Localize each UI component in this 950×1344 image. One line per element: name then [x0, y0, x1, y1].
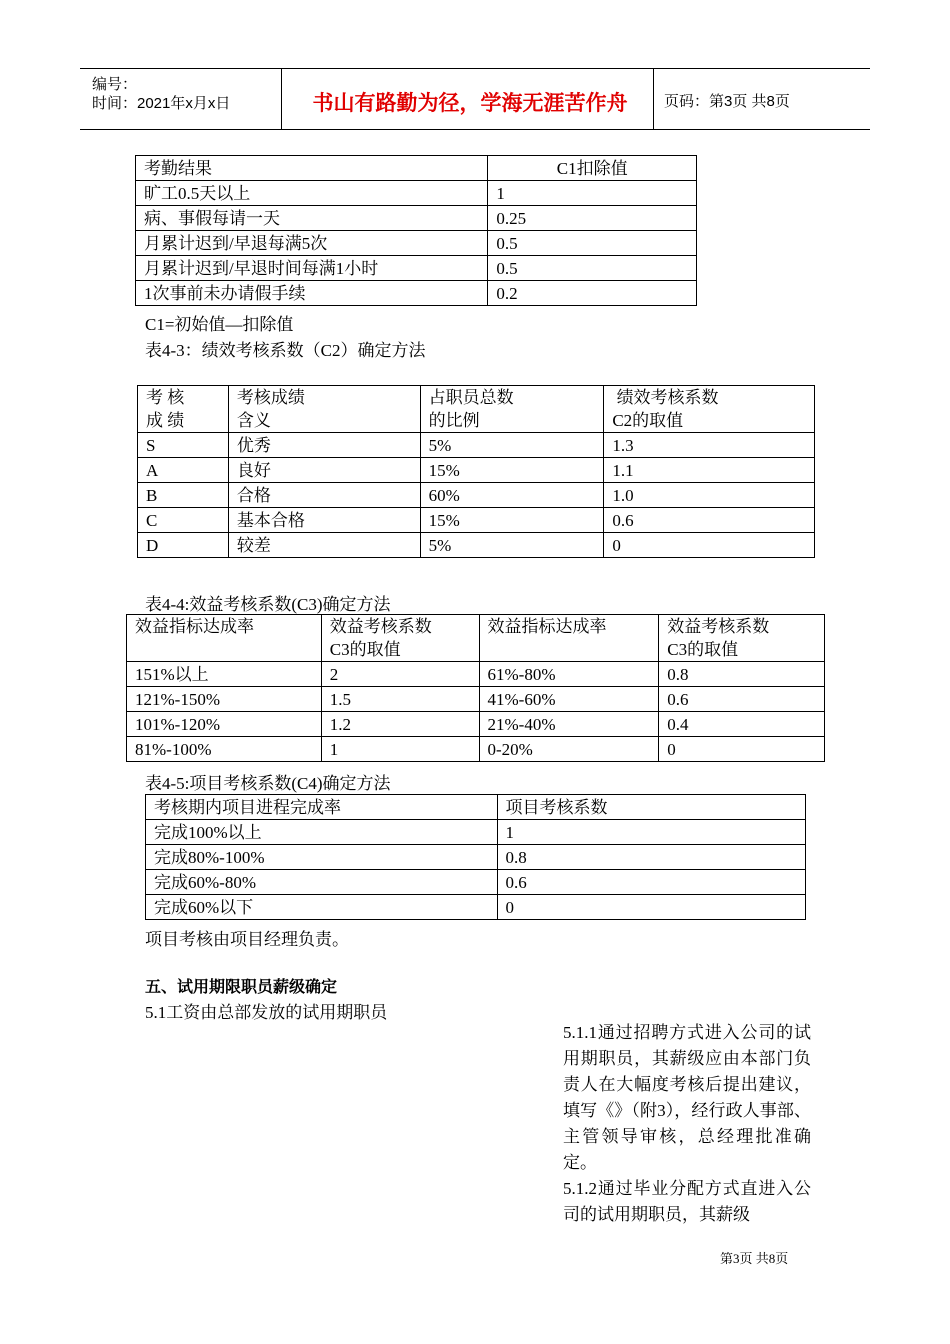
- table-cell: 0.8: [497, 845, 806, 870]
- table-cell: 0.6: [659, 687, 825, 712]
- table-cell: 优秀: [228, 433, 420, 458]
- table-row: [138, 533, 815, 558]
- table-header-cell: 绩效考核系数 C2的取值: [604, 386, 815, 433]
- section-5-title: 五、试用期限职员薪级确定: [145, 979, 338, 996]
- table-cell: 月累计迟到/早退时间每满1小时: [136, 256, 488, 281]
- table-cell: 5%: [420, 533, 604, 558]
- table-header-cell: 占职员总数 的比例: [420, 386, 604, 433]
- table-row: [136, 256, 697, 281]
- table-cell: B: [138, 483, 229, 508]
- table-row: [136, 206, 697, 231]
- table-c2: [137, 385, 815, 558]
- table-cell: 15%: [420, 508, 604, 533]
- table-c1: [135, 155, 697, 306]
- table-header-cell: 项目考核系数: [497, 795, 806, 820]
- table-cell: 60%: [420, 483, 604, 508]
- table-row: [136, 231, 697, 256]
- header-motto: 书山有路勤为径，学海无涯苦作舟: [312, 92, 628, 115]
- table-cell: 0: [604, 533, 815, 558]
- table-cell: 2: [321, 662, 479, 687]
- table-c4: [145, 794, 806, 920]
- table-cell: 病、事假每请一天: [136, 206, 488, 231]
- page-header: [80, 68, 870, 130]
- table-header-cell: 考 核 成 绩: [138, 386, 229, 433]
- table-header-row: [146, 795, 806, 820]
- table-cell: 81%-100%: [127, 737, 322, 762]
- table-header-row: [127, 615, 825, 662]
- table-cell: 0.6: [604, 508, 815, 533]
- table-row: [146, 870, 806, 895]
- table-row: [136, 181, 697, 206]
- table-row: [138, 508, 815, 533]
- table-header-row: [138, 386, 815, 433]
- header-meta: [92, 75, 230, 113]
- section-5-1: 5.1工资由总部发放的试用期职员: [145, 1003, 388, 1022]
- header-page-info: 页码：第3页 共8页: [664, 93, 790, 110]
- table-cell: 5%: [420, 433, 604, 458]
- table-cell: 0.2: [488, 281, 697, 306]
- table-cell: 较差: [228, 533, 420, 558]
- table-cell: 0.8: [659, 662, 825, 687]
- table-row: [136, 281, 697, 306]
- table-cell: 0.6: [497, 870, 806, 895]
- table-row: [127, 712, 825, 737]
- header-divider: [281, 69, 282, 129]
- paragraph-5-1-1: 5.1.1通过招聘方式进入公司的试用期职员，其薪级应由本部门负责人在大幅度考核后提出建议，填写《》（附3），经行政人事部、主管领导审核，总经理批准确定。: [563, 1023, 811, 1172]
- table-row: [127, 737, 825, 762]
- table-cell: 61%-80%: [479, 662, 659, 687]
- table-cell: 1: [488, 181, 697, 206]
- table-header-cell: 考核期内项目进程完成率: [146, 795, 498, 820]
- table-cell: 0.5: [488, 256, 697, 281]
- table-cell: 1次事前未办请假手续: [136, 281, 488, 306]
- table-c4-caption: 表4-5:项目考核系数(C4)确定方法: [145, 774, 391, 793]
- table-cell: 1.5: [321, 687, 479, 712]
- table-cell: 1.1: [604, 458, 815, 483]
- table-header-cell: 考核成绩 含义: [228, 386, 420, 433]
- table-row: [138, 433, 815, 458]
- code-label: 编号：: [92, 76, 138, 93]
- table-header-cell: 效益考核系数 C3的取值: [659, 615, 825, 662]
- table-row: [127, 687, 825, 712]
- table-cell: 1.3: [604, 433, 815, 458]
- project-note: 项目考核由项目经理负责。: [145, 930, 349, 949]
- table-row: [146, 895, 806, 920]
- table-header-cell: C1扣除值: [488, 156, 697, 181]
- table-header-cell: 效益指标达成率: [127, 615, 322, 662]
- table-cell: D: [138, 533, 229, 558]
- table-cell: 0: [659, 737, 825, 762]
- page-footer: 第3页 共8页: [720, 1251, 789, 1266]
- table-cell: 0.5: [488, 231, 697, 256]
- table-cell: 基本合格: [228, 508, 420, 533]
- table-cell: 1.0: [604, 483, 815, 508]
- table-cell: 0-20%: [479, 737, 659, 762]
- table-cell: 0: [497, 895, 806, 920]
- table-row: [146, 845, 806, 870]
- table-c3: [126, 614, 825, 762]
- table-header-row: [136, 156, 697, 181]
- table-cell: 121%-150%: [127, 687, 322, 712]
- table-cell: 旷工0.5天以上: [136, 181, 488, 206]
- table-cell: 151%以上: [127, 662, 322, 687]
- table-cell: 0.4: [659, 712, 825, 737]
- table-cell: 完成100%以上: [146, 820, 498, 845]
- table-row: [127, 662, 825, 687]
- date-line: 时间：2021年x月x日: [92, 95, 231, 112]
- table-cell: 合格: [228, 483, 420, 508]
- table-cell: 1: [321, 737, 479, 762]
- body-paragraphs: [563, 1020, 811, 1228]
- table-cell: A: [138, 458, 229, 483]
- c1-formula: C1=初始值—扣除值: [145, 315, 294, 334]
- table-row: [138, 483, 815, 508]
- table-header-cell: 考勤结果: [136, 156, 488, 181]
- table-cell: 完成60%-80%: [146, 870, 498, 895]
- table-cell: 完成80%-100%: [146, 845, 498, 870]
- table-cell: 21%-40%: [479, 712, 659, 737]
- table-cell: 0.25: [488, 206, 697, 231]
- table-row: [146, 820, 806, 845]
- table-header-cell: 效益指标达成率: [479, 615, 659, 662]
- table-cell: 良好: [228, 458, 420, 483]
- table-cell: 1.2: [321, 712, 479, 737]
- table-row: [138, 458, 815, 483]
- table-c3-caption: 表4-4:效益考核系数(C3)确定方法: [145, 595, 391, 614]
- table-cell: 41%-60%: [479, 687, 659, 712]
- table-header-cell: 效益考核系数 C3的取值: [321, 615, 479, 662]
- table-cell: 完成60%以下: [146, 895, 498, 920]
- table-cell: S: [138, 433, 229, 458]
- table-cell: 月累计迟到/早退每满5次: [136, 231, 488, 256]
- table-cell: 15%: [420, 458, 604, 483]
- table-c2-caption: 表4-3：绩效考核系数（C2）确定方法: [145, 341, 426, 360]
- table-cell: 1: [497, 820, 806, 845]
- table-cell: C: [138, 508, 229, 533]
- table-cell: 101%-120%: [127, 712, 322, 737]
- paragraph-5-1-2: 5.1.2通过毕业分配方式直进入公司的试用期职员，其薪级: [563, 1179, 811, 1224]
